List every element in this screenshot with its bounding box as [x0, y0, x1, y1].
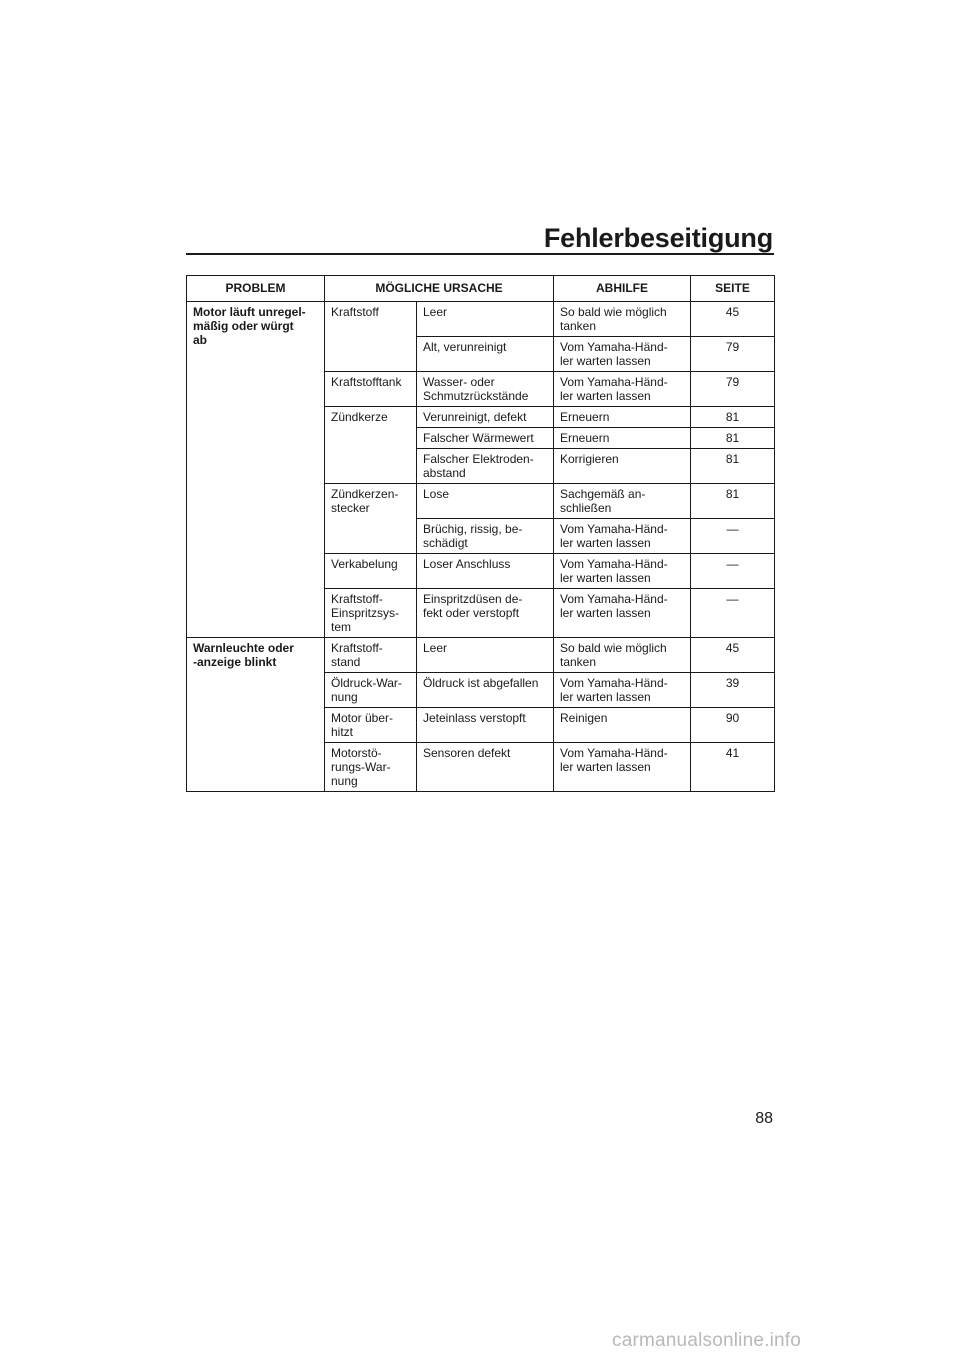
- cause-cell: Leer: [417, 302, 554, 337]
- remedy-cell: Vom Yamaha-Händ- ler warten lassen: [554, 519, 691, 554]
- component-cell: Kraftstoff: [325, 302, 417, 372]
- component-cell: Zündkerze: [325, 407, 417, 484]
- page-number: 88: [755, 1110, 773, 1127]
- component-cell: Öldruck-War- nung: [325, 673, 417, 708]
- component-cell: Kraftstoff- Einspritzsys- tem: [325, 589, 417, 638]
- header-cause: MÖGLICHE URSACHE: [325, 276, 554, 302]
- cause-cell: Loser Anschluss: [417, 554, 554, 589]
- page-ref-cell: 81: [691, 449, 775, 484]
- page-ref-cell: 81: [691, 428, 775, 449]
- remedy-cell: Erneuern: [554, 407, 691, 428]
- remedy-cell: Korrigieren: [554, 449, 691, 484]
- remedy-cell: Vom Yamaha-Händ- ler warten lassen: [554, 673, 691, 708]
- header-page: SEITE: [691, 276, 775, 302]
- remedy-cell: Vom Yamaha-Händ- ler warten lassen: [554, 589, 691, 638]
- page-ref-cell: 81: [691, 484, 775, 519]
- cause-cell: Falscher Wärmewert: [417, 428, 554, 449]
- header-remedy: ABHILFE: [554, 276, 691, 302]
- table-body: [187, 302, 775, 792]
- page-ref-cell: 39: [691, 673, 775, 708]
- remedy-cell: So bald wie möglich tanken: [554, 302, 691, 337]
- component-cell: Kraftstoff- stand: [325, 638, 417, 673]
- troubleshooting-table: [186, 275, 775, 792]
- cause-cell: Jeteinlass verstopft: [417, 708, 554, 743]
- cause-cell: Lose: [417, 484, 554, 519]
- cause-cell: Falscher Elektroden- abstand: [417, 449, 554, 484]
- page-ref-cell: 45: [691, 638, 775, 673]
- component-cell: Motorstö- rungs-War- nung: [325, 743, 417, 792]
- remedy-cell: So bald wie möglich tanken: [554, 638, 691, 673]
- cause-cell: Leer: [417, 638, 554, 673]
- component-cell: Zündkerzen- stecker: [325, 484, 417, 554]
- title-rule: [186, 253, 774, 255]
- page-ref-cell: 79: [691, 337, 775, 372]
- header-problem: PROBLEM: [187, 276, 325, 302]
- cause-cell: Sensoren defekt: [417, 743, 554, 792]
- cause-cell: Alt, verunreinigt: [417, 337, 554, 372]
- page-ref-cell: 45: [691, 302, 775, 337]
- cause-cell: Öldruck ist abgefallen: [417, 673, 554, 708]
- cause-cell: Wasser- oder Schmutzrückstände: [417, 372, 554, 407]
- cause-cell: Verunreinigt, defekt: [417, 407, 554, 428]
- page-ref-cell: —: [691, 554, 775, 589]
- page-title: Fehlerbeseitigung: [543, 223, 773, 253]
- page-ref-cell: 81: [691, 407, 775, 428]
- page-ref-cell: 79: [691, 372, 775, 407]
- problem-cell: Warnleuchte oder -anzeige blinkt: [187, 638, 325, 792]
- remedy-cell: Sachgemäß an- schließen: [554, 484, 691, 519]
- page-ref-cell: —: [691, 589, 775, 638]
- page-ref-cell: 90: [691, 708, 775, 743]
- remedy-cell: Vom Yamaha-Händ- ler warten lassen: [554, 337, 691, 372]
- page-ref-cell: —: [691, 519, 775, 554]
- page-ref-cell: 41: [691, 743, 775, 792]
- remedy-cell: Vom Yamaha-Händ- ler warten lassen: [554, 554, 691, 589]
- table-row: [187, 302, 775, 337]
- table-header-row: [187, 276, 775, 302]
- component-cell: Kraftstofftank: [325, 372, 417, 407]
- cause-cell: Einspritzdüsen de- fekt oder verstopft: [417, 589, 554, 638]
- component-cell: Motor über- hitzt: [325, 708, 417, 743]
- watermark: carmanualsonline.info: [612, 1330, 802, 1351]
- remedy-cell: Vom Yamaha-Händ- ler warten lassen: [554, 743, 691, 792]
- component-cell: Verkabelung: [325, 554, 417, 589]
- remedy-cell: Vom Yamaha-Händ- ler warten lassen: [554, 372, 691, 407]
- problem-cell: Motor läuft unregel- mäßig oder würgt ab: [187, 302, 325, 638]
- remedy-cell: Erneuern: [554, 428, 691, 449]
- cause-cell: Brüchig, rissig, be- schädigt: [417, 519, 554, 554]
- remedy-cell: Reinigen: [554, 708, 691, 743]
- table-row: [187, 638, 775, 673]
